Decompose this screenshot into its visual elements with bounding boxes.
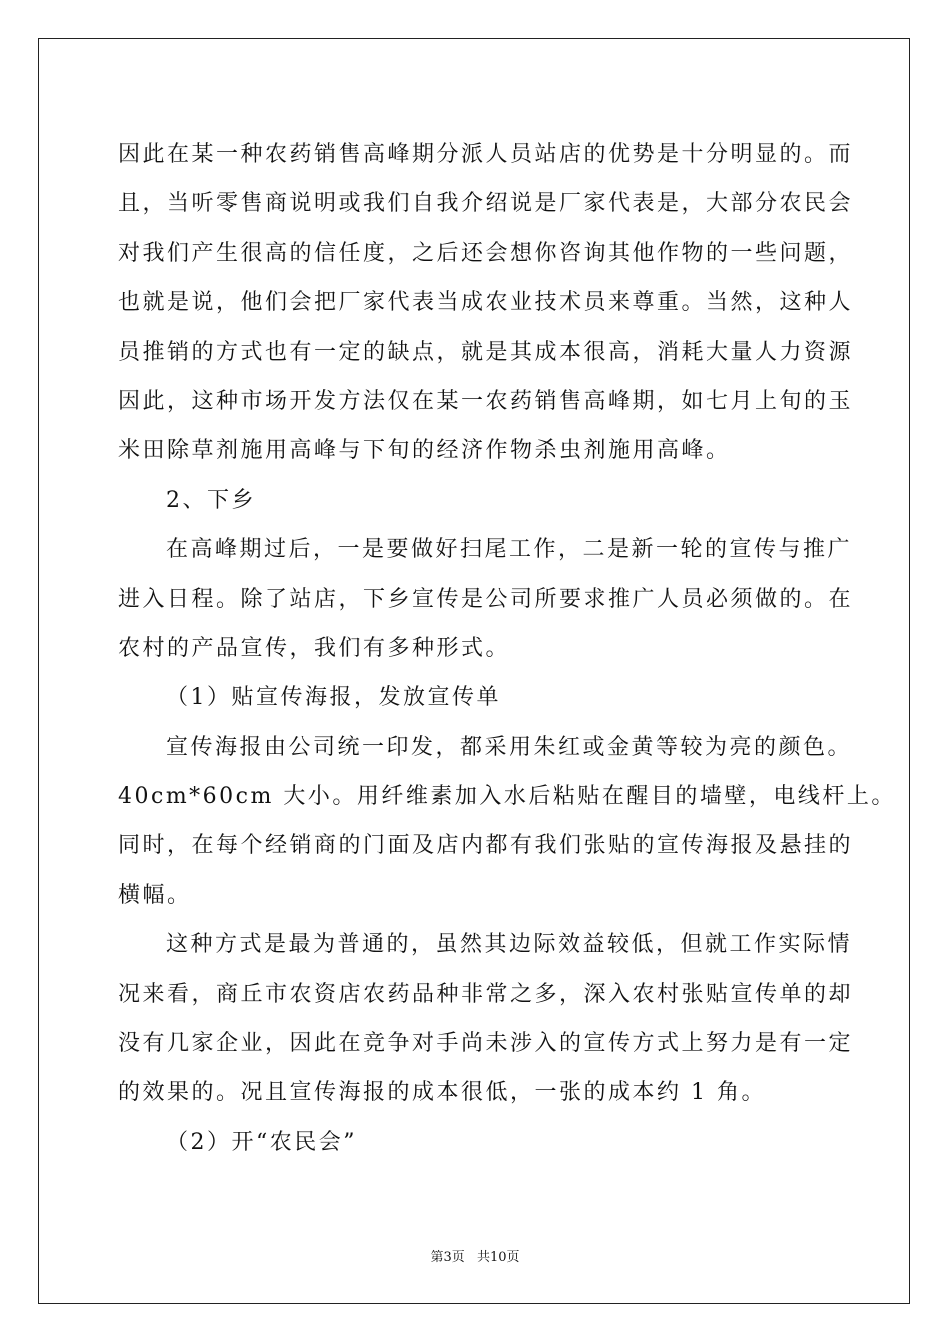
text-line: 在高峰期过后，一是要做好扫尾工作，二是新一轮的宣传与推广 bbox=[166, 537, 853, 563]
text-line: 且，当听零售商说明或我们自我介绍说是厂家代表是，大部分农民会 bbox=[118, 191, 854, 217]
text-line: 进入日程。除了站店，下乡宣传是公司所要求推广人员必须做的。在 bbox=[118, 586, 854, 612]
text-line: 对我们产生很高的信任度，之后还会想你咨询其他作物的一些问题， bbox=[118, 240, 854, 266]
text-line: 宣传海报由公司统一印发，都采用朱红或金黄等较为亮的颜色。 bbox=[166, 734, 853, 760]
text-line: 没有几家企业，因此在竞争对手尚未涉入的宣传方式上努力是有一定 bbox=[118, 1031, 854, 1057]
total-pages: 共10页 bbox=[476, 1250, 520, 1265]
text-line: 米田除草剂施用高峰与下旬的经济作物杀虫剂施用高峰。 bbox=[118, 438, 731, 464]
text-line: 农村的产品宣传，我们有多种形式。 bbox=[118, 635, 511, 661]
text-line: 40cm*60cm 大小。用纤维素加入水后粘贴在醒目的墙壁，电线杆上。 bbox=[118, 784, 896, 810]
text-line: 也就是说，他们会把厂家代表当成农业技术员来尊重。当然，这种人 bbox=[118, 290, 854, 316]
text-line: （1）贴宣传海报，发放宣传单 bbox=[166, 685, 501, 711]
page-footer bbox=[0, 1246, 950, 1265]
text-line: 员推销的方式也有一定的缺点，就是其成本很高，消耗大量人力资源 bbox=[118, 339, 854, 365]
text-line: 的效果的。况且宣传海报的成本很低，一张的成本约 1 角。 bbox=[118, 1080, 766, 1106]
text-line: 因此，这种市场开发方法仅在某一农药销售高峰期，如七月上旬的玉 bbox=[118, 388, 854, 414]
text-line: 2、下乡 bbox=[166, 487, 256, 513]
text-line: 同时，在每个经销商的门面及店内都有我们张贴的宣传海报及悬挂的 bbox=[118, 833, 854, 859]
page-number: 第3页 bbox=[430, 1250, 465, 1265]
text-line: 因此在某一种农药销售高峰期分派人员站店的优势是十分明显的。而 bbox=[118, 142, 854, 167]
text-line: 横幅。 bbox=[118, 882, 192, 908]
text-line: 这种方式是最为普通的，虽然其边际效益较低，但就工作实际情 bbox=[166, 932, 853, 958]
text-line: 况来看，商丘市农资店农药品种非常之多，深入农村张贴宣传单的却 bbox=[118, 981, 854, 1007]
document-body bbox=[118, 130, 896, 1167]
text-line: （2）开“农民会” bbox=[166, 1129, 357, 1155]
